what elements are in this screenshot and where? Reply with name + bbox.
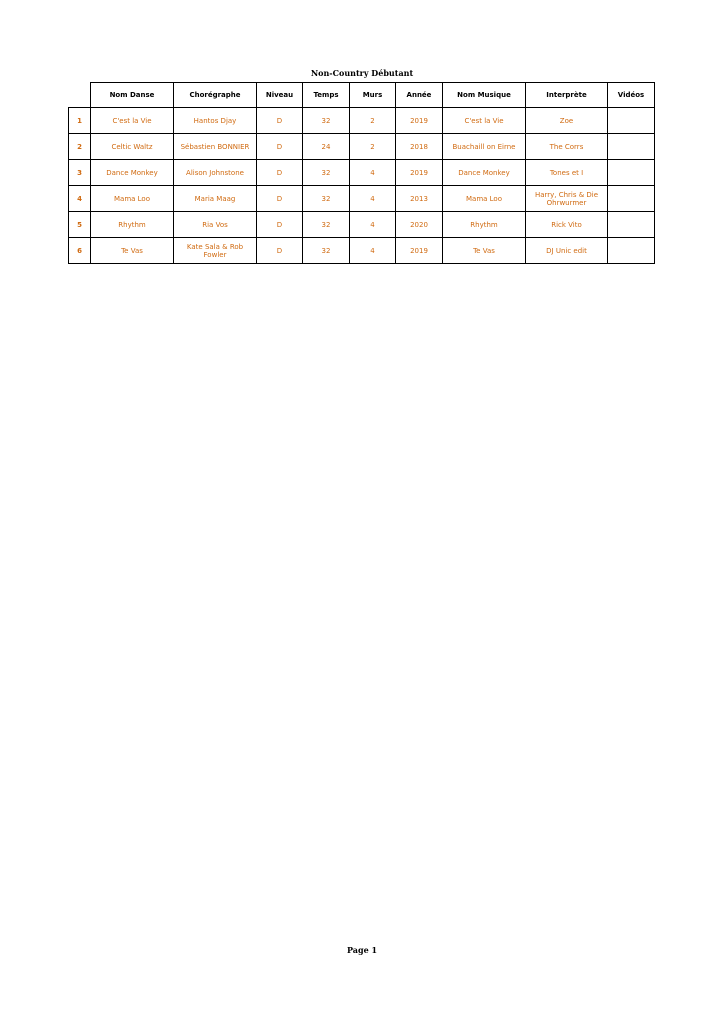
cell-murs: 2: [350, 108, 396, 134]
cell-interprete: Harry, Chris & Die Ohrwurmer: [526, 186, 608, 212]
row-number: 1: [69, 108, 91, 134]
table-row: [69, 212, 655, 238]
cell-nom-musique: Dance Monkey: [443, 160, 526, 186]
header-murs: Murs: [350, 83, 396, 108]
header-interprete: Interprète: [526, 83, 608, 108]
cell-nom-musique: Rhythm: [443, 212, 526, 238]
cell-nom-musique: Buachaill on Eirne: [443, 134, 526, 160]
cell-nom-musique: C'est la Vie: [443, 108, 526, 134]
header-temps: Temps: [303, 83, 350, 108]
cell-interprete: Rick Vito: [526, 212, 608, 238]
cell-murs: 2: [350, 134, 396, 160]
cell-videos: [608, 212, 655, 238]
cell-nom-musique: Te Vas: [443, 238, 526, 264]
cell-nom-danse: Mama Loo: [91, 186, 174, 212]
cell-niveau: D: [257, 160, 303, 186]
table-header-row: [69, 83, 655, 108]
cell-interprete: The Corrs: [526, 134, 608, 160]
row-number: 4: [69, 186, 91, 212]
cell-murs: 4: [350, 212, 396, 238]
cell-niveau: D: [257, 186, 303, 212]
cell-murs: 4: [350, 160, 396, 186]
cell-murs: 4: [350, 238, 396, 264]
header-videos: Vidéos: [608, 83, 655, 108]
cell-murs: 4: [350, 186, 396, 212]
table-row: [69, 134, 655, 160]
header-nom-danse: Nom Danse: [91, 83, 174, 108]
row-number: 5: [69, 212, 91, 238]
cell-temps: 32: [303, 108, 350, 134]
header-niveau: Niveau: [257, 83, 303, 108]
cell-niveau: D: [257, 212, 303, 238]
table-row: [69, 108, 655, 134]
page-title: Non-Country Débutant: [310, 68, 414, 78]
cell-temps: 32: [303, 186, 350, 212]
cell-nom-musique: Mama Loo: [443, 186, 526, 212]
cell-annee: 2018: [396, 134, 443, 160]
row-number: 2: [69, 134, 91, 160]
cell-temps: 32: [303, 212, 350, 238]
header-corner: [69, 83, 91, 108]
cell-niveau: D: [257, 108, 303, 134]
cell-choregraphe: Kate Sala & Rob Fowler: [174, 238, 257, 264]
cell-interprete: Tones et I: [526, 160, 608, 186]
header-annee: Année: [396, 83, 443, 108]
cell-videos: [608, 108, 655, 134]
cell-videos: [608, 238, 655, 264]
cell-nom-danse: Dance Monkey: [91, 160, 174, 186]
row-number: 6: [69, 238, 91, 264]
cell-nom-danse: C'est la Vie: [91, 108, 174, 134]
cell-videos: [608, 134, 655, 160]
cell-interprete: Zoe: [526, 108, 608, 134]
cell-choregraphe: Hantos Djay: [174, 108, 257, 134]
page-number: Page 1: [346, 945, 378, 955]
cell-niveau: D: [257, 238, 303, 264]
cell-temps: 32: [303, 160, 350, 186]
cell-annee: 2019: [396, 108, 443, 134]
cell-nom-danse: Rhythm: [91, 212, 174, 238]
cell-choregraphe: Sébastien BONNIER: [174, 134, 257, 160]
table-row: [69, 238, 655, 264]
header-nom-musique: Nom Musique: [443, 83, 526, 108]
cell-annee: 2020: [396, 212, 443, 238]
cell-interprete: DJ Unic edit: [526, 238, 608, 264]
cell-nom-danse: Celtic Waltz: [91, 134, 174, 160]
cell-annee: 2019: [396, 238, 443, 264]
cell-nom-danse: Te Vas: [91, 238, 174, 264]
cell-videos: [608, 186, 655, 212]
row-number: 3: [69, 160, 91, 186]
dance-table: [68, 82, 655, 264]
cell-choregraphe: Maria Maag: [174, 186, 257, 212]
cell-videos: [608, 160, 655, 186]
cell-annee: 2019: [396, 160, 443, 186]
header-choregraphe: Chorégraphe: [174, 83, 257, 108]
cell-choregraphe: Alison Johnstone: [174, 160, 257, 186]
cell-choregraphe: Ria Vos: [174, 212, 257, 238]
cell-annee: 2013: [396, 186, 443, 212]
cell-niveau: D: [257, 134, 303, 160]
cell-temps: 24: [303, 134, 350, 160]
cell-temps: 32: [303, 238, 350, 264]
table-row: [69, 186, 655, 212]
table-row: [69, 160, 655, 186]
